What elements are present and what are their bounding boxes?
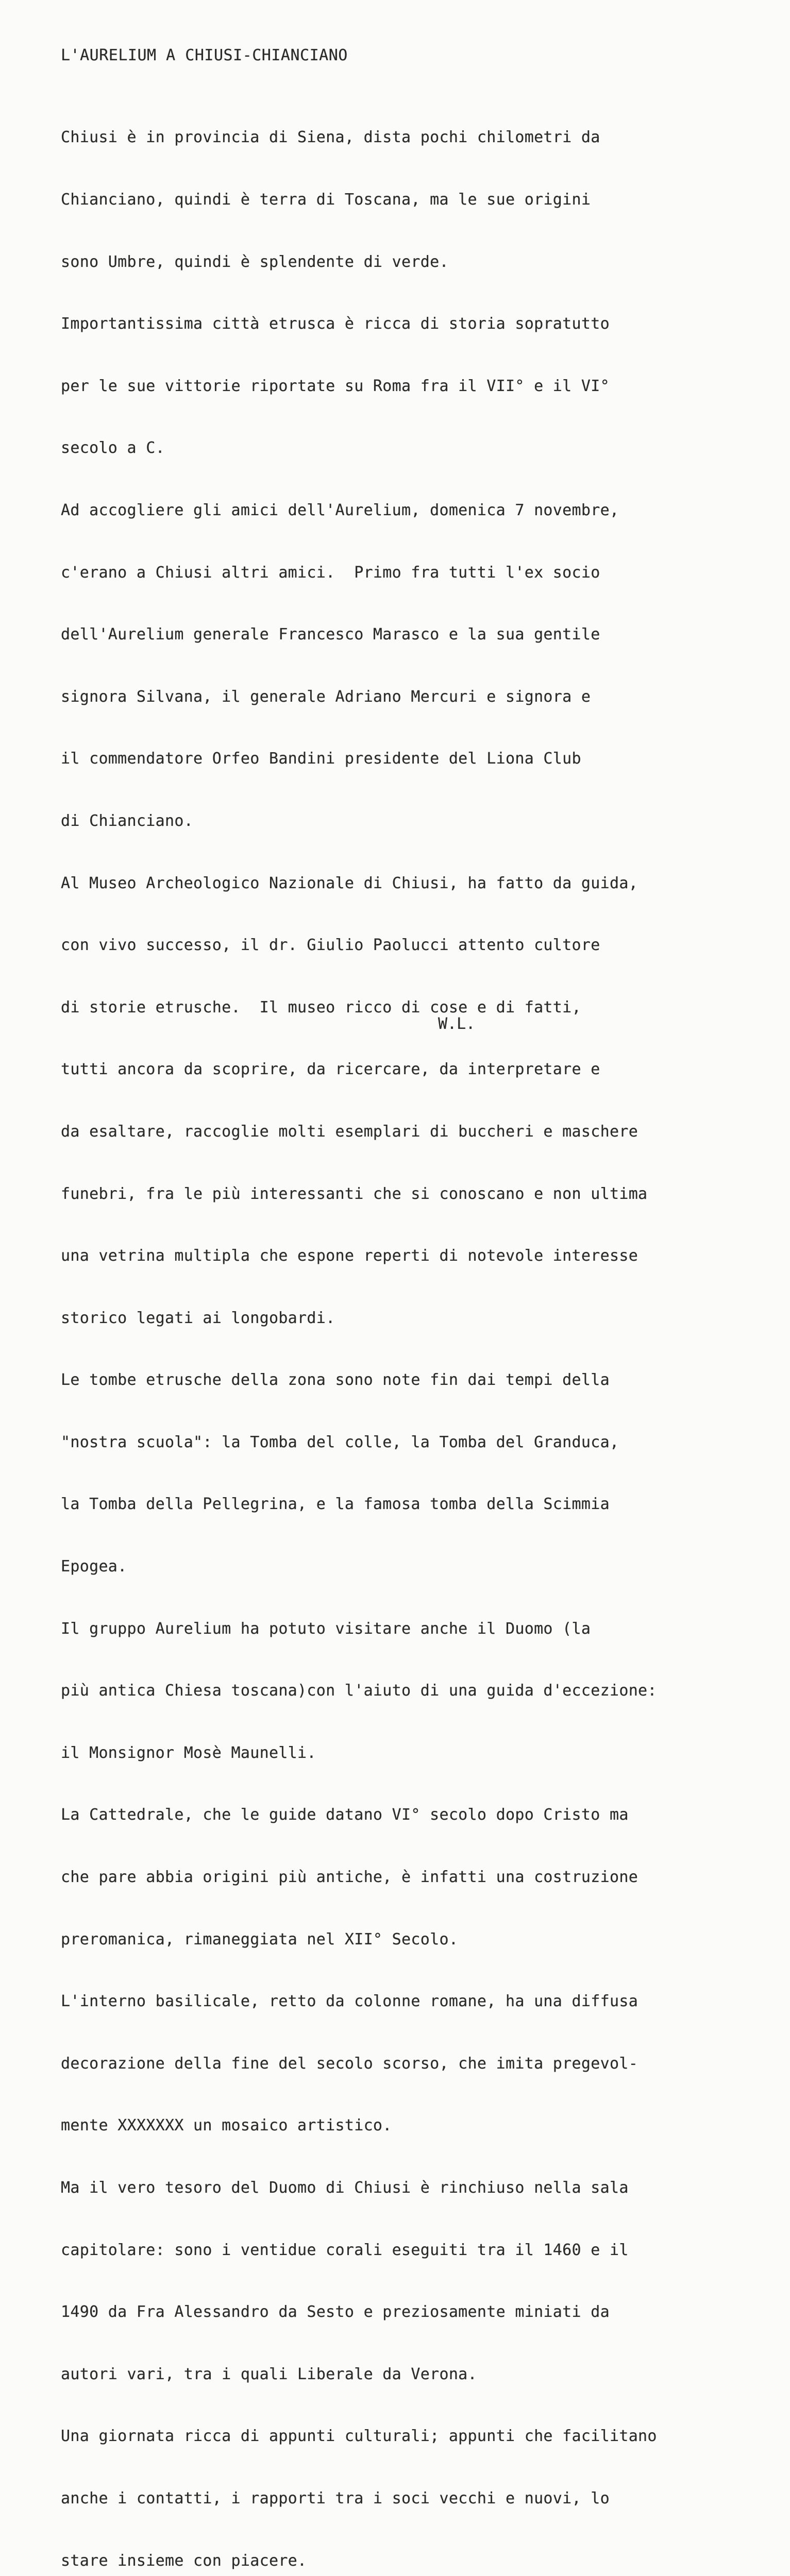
text-line: La Cattedrale, che le guide datano VI° secolo dopo Cristo ma <box>61 1806 629 1824</box>
text-line: anche i contatti, i rapporti tra i soci vecchi e nuovi, lo <box>61 2489 610 2507</box>
text-line: storico legati ai longobardi. <box>61 1309 335 1327</box>
body-text <box>61 86 751 2576</box>
text-line: c'erano a Chiusi altri amici. Primo fra tutti l'ex socio <box>61 563 600 582</box>
text-line: da esaltare, raccoglie molti esemplari di buccheri e maschere <box>61 1122 638 1141</box>
signature: W.L. <box>438 1015 476 1033</box>
text-line: Chiusi è in provincia di Siena, dista pochi chilometri da <box>61 128 600 147</box>
text-line: che pare abbia origini più antiche, è infatti una costruzione <box>61 1868 638 1887</box>
document-title: L'AURELIUM A CHIUSI-CHIANCIANO <box>61 46 348 64</box>
text-line: mente XXXXXXX un mosaico artistico. <box>61 2116 392 2135</box>
text-line: 1490 da Fra Alessandro da Sesto e preziosamente miniati da <box>61 2303 610 2321</box>
text-line: secolo a C. <box>61 439 165 457</box>
text-line: una vetrina multipla che espone reperti di notevole interesse <box>61 1247 638 1265</box>
text-line: il commendatore Orfeo Bandini presidente del Liona Club <box>61 750 581 768</box>
text-line: il Monsignor Mosè Maunelli. <box>61 1743 316 1762</box>
text-line: Chianciano, quindi è terra di Toscana, ma le sue origini <box>61 191 591 209</box>
text-line: la Tomba della Pellegrina, e la famosa tomba della Scimmia <box>61 1495 610 1514</box>
text-line: Epogea. <box>61 1557 127 1576</box>
text-line: sono Umbre, quindi è splendente di verde. <box>61 252 449 271</box>
text-line: capitolare: sono i ventidue corali eseguiti tra il 1460 e il <box>61 2241 629 2259</box>
text-line: Importantissima città etrusca è ricca di storia sopratutto <box>61 315 610 333</box>
text-line: di Chianciano. <box>61 811 194 830</box>
text-line: tutti ancora da scoprire, da ricercare, da interpretare e <box>61 1060 600 1079</box>
text-line: più antica Chiesa toscana)con l'aiuto di una guida d'eccezione: <box>61 1682 657 1700</box>
text-line: Il gruppo Aurelium ha potuto visitare anche il Duomo (la <box>61 1619 591 1638</box>
text-line: decorazione della fine del secolo scorso, che imita pregevol- <box>61 2054 638 2073</box>
text-line: di storie etrusche. Il museo ricco di cose e di fatti, <box>61 998 581 1016</box>
text-line: L'interno basilicale, retto da colonne romane, ha una diffusa <box>61 1992 638 2011</box>
text-line: signora Silvana, il generale Adriano Mercuri e signora e <box>61 687 591 706</box>
text-line: dell'Aurelium generale Francesco Marasco e la sua gentile <box>61 625 600 644</box>
text-line: con vivo successo, il dr. Giulio Paolucci attento cultore <box>61 936 600 955</box>
text-line: Ad accogliere gli amici dell'Aurelium, domenica 7 novembre, <box>61 501 619 519</box>
text-line: funebri, fra le più interessanti che si conoscano e non ultima <box>61 1184 648 1203</box>
text-line: autori vari, tra i quali Liberale da Verona. <box>61 2365 477 2383</box>
text-line: "nostra scuola": la Tomba del colle, la Tomba del Granduca, <box>61 1433 619 1451</box>
text-line: Al Museo Archeologico Nazionale di Chiusi, ha fatto da guida, <box>61 874 638 892</box>
text-line: preromanica, rimaneggiata nel XII° Secolo. <box>61 1930 459 1948</box>
text-line: Le tombe etrusche della zona sono note fin dai tempi della <box>61 1371 610 1389</box>
text-line: Ma il vero tesoro del Duomo di Chiusi è rinchiuso nella sala <box>61 2179 629 2197</box>
text-line: stare insieme con piacere. <box>61 2551 307 2570</box>
text-line: Una giornata ricca di appunti culturali; appunti che facilitano <box>61 2427 657 2446</box>
text-line: per le sue vittorie riportate su Roma fra il VII° e il VI° <box>61 377 610 395</box>
